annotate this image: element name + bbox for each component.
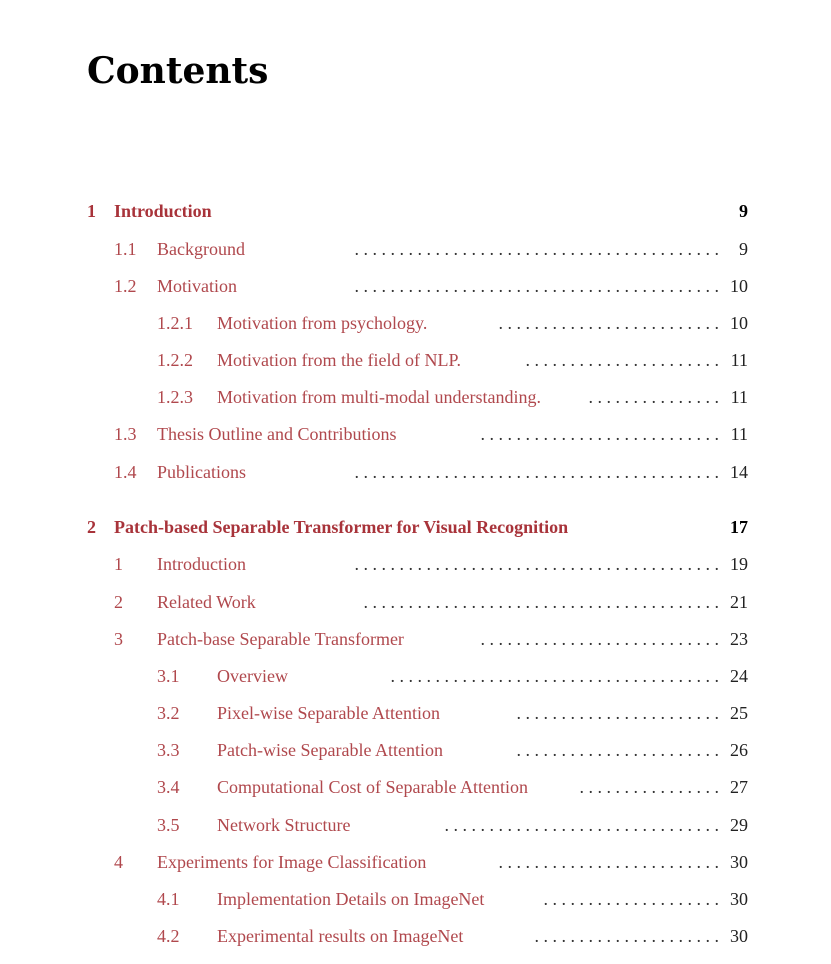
toc-page-number: 30 (730, 852, 748, 872)
dot-leader: . . . . . . . . . . . . . . . . . . . . . . . . . . . (480, 629, 719, 649)
toc-section-entry[interactable] (0, 850, 831, 874)
toc-subsection-entry[interactable] (0, 348, 831, 372)
toc-page-number: 10 (730, 276, 748, 296)
toc-page-number: 21 (730, 592, 748, 612)
toc-entry-number: 3.1 (157, 666, 180, 686)
dot-leader: . . . . . . . . . . . . . . . . . . . . . . . . . (498, 313, 719, 333)
toc-section-entry[interactable] (0, 237, 831, 261)
toc-subsection-entry[interactable] (0, 813, 831, 837)
toc-entry-title[interactable]: Thesis Outline and Contributions (157, 424, 397, 444)
dot-leader: . . . . . . . . . . . . . . . . . . . . . . . . . . . (480, 424, 719, 444)
toc-page-number: 25 (730, 703, 748, 723)
toc-page-number: 19 (730, 554, 748, 574)
toc-entry-title[interactable]: Motivation from multi-modal understanding. (217, 387, 541, 407)
dot-leader: . . . . . . . . . . . . . . . . . . . . . . . . . . . . . . . . . . . . . . . . . (354, 239, 719, 259)
toc-subsection-entry[interactable] (0, 385, 831, 409)
toc-entry-number: 3 (114, 629, 123, 649)
toc-entry-title[interactable]: Overview (217, 666, 288, 686)
toc-section-entry[interactable] (0, 552, 831, 576)
toc-entry-number: 3.3 (157, 740, 180, 760)
toc-entry-title[interactable]: Motivation from the field of NLP. (217, 350, 461, 370)
dot-leader: . . . . . . . . . . . . . . . . . . . . . . . . . . . . . . . . . . . . . . . . (363, 592, 719, 612)
toc-page-number: 24 (730, 666, 748, 686)
toc-subsection-entry[interactable] (0, 664, 831, 688)
toc-page-number: 11 (730, 387, 748, 407)
toc-section-entry[interactable] (0, 274, 831, 298)
toc-entry-title[interactable]: Introduction (157, 554, 246, 574)
dot-leader: . . . . . . . . . . . . . . . . . . . . (543, 889, 719, 909)
toc-page-number: 9 (739, 201, 748, 221)
toc-entry-number: 4.1 (157, 889, 180, 909)
toc-entry-number: 1 (114, 554, 123, 574)
toc-entry-number: 1 (87, 201, 96, 221)
toc-entry-title[interactable]: Patch-based Separable Transformer for Visual Recognition (114, 517, 569, 537)
dot-leader: . . . . . . . . . . . . . . . . . . . . . . (525, 350, 719, 370)
toc-subsection-entry[interactable] (0, 738, 831, 762)
toc-section-entry[interactable] (0, 627, 831, 651)
toc-page-number: 17 (730, 517, 748, 537)
toc-entry-number: 1.4 (114, 462, 137, 482)
toc-subsection-entry[interactable] (0, 775, 831, 799)
toc-entry-title[interactable]: Motivation (157, 276, 237, 296)
toc-chapter-entry[interactable] (0, 515, 831, 539)
toc-entry-number: 1.2 (114, 276, 137, 296)
toc-section-entry[interactable] (0, 590, 831, 614)
toc-subsection-entry[interactable] (0, 887, 831, 911)
toc-page-number: 27 (730, 777, 748, 797)
toc-entry-number: 3.5 (157, 815, 180, 835)
toc-page-number: 30 (730, 926, 748, 946)
toc-subsection-entry[interactable] (0, 701, 831, 725)
toc-entry-number: 2 (87, 517, 96, 537)
toc-entry-title[interactable]: Patch-wise Separable Attention (217, 740, 443, 760)
toc-entry-number: 2 (114, 592, 123, 612)
dot-leader: . . . . . . . . . . . . . . . . . . . . . . . . . (498, 852, 719, 872)
dot-leader: . . . . . . . . . . . . . . . . . . . . . . . . . . . . . . . (444, 815, 719, 835)
page-title: Contents (87, 50, 269, 92)
toc-entry-number: 1.1 (114, 239, 137, 259)
dot-leader: . . . . . . . . . . . . . . . . . . . . . . . . . . . . . . . . . . . . . (390, 666, 719, 686)
toc-page-number: 10 (730, 313, 748, 333)
toc-entry-title[interactable]: Computational Cost of Separable Attention (217, 777, 528, 797)
toc-entry-number: 1.2.2 (157, 350, 193, 370)
toc-entry-title[interactable]: Publications (157, 462, 246, 482)
toc-section-entry[interactable] (0, 460, 831, 484)
toc-entry-title[interactable]: Pixel-wise Separable Attention (217, 703, 440, 723)
toc-entry-title[interactable]: Related Work (157, 592, 256, 612)
toc-page-number: 9 (739, 239, 748, 259)
dot-leader: . . . . . . . . . . . . . . . (588, 387, 719, 407)
toc-entry-number: 4 (114, 852, 123, 872)
toc-subsection-entry[interactable] (0, 311, 831, 335)
toc-entry-title[interactable]: Experimental results on ImageNet (217, 926, 464, 946)
toc-section-entry[interactable] (0, 422, 831, 446)
toc-entry-number: 3.2 (157, 703, 180, 723)
toc-subsection-entry[interactable] (0, 924, 831, 948)
toc-entry-title[interactable]: Experiments for Image Classification (157, 852, 427, 872)
toc-page-number: 29 (730, 815, 748, 835)
dot-leader: . . . . . . . . . . . . . . . . . . . . . . . . . . . . . . . . . . . . . . . . . (354, 276, 719, 296)
dot-leader: . . . . . . . . . . . . . . . . (579, 777, 719, 797)
toc-page-number: 30 (730, 889, 748, 909)
toc-entry-number: 3.4 (157, 777, 180, 797)
toc-entry-title[interactable]: Introduction (114, 201, 212, 221)
toc-page-number: 23 (730, 629, 748, 649)
toc-page-number: 26 (730, 740, 748, 760)
dot-leader: . . . . . . . . . . . . . . . . . . . . . . . (516, 740, 719, 760)
toc-entry-number: 1.2.3 (157, 387, 193, 407)
toc-page-number: 11 (730, 424, 748, 444)
dot-leader: . . . . . . . . . . . . . . . . . . . . . . . . . . . . . . . . . . . . . . . . . (354, 462, 719, 482)
dot-leader: . . . . . . . . . . . . . . . . . . . . . . . . . . . . . . . . . . . . . . . . . (354, 554, 719, 574)
toc-entry-number: 4.2 (157, 926, 180, 946)
toc-entry-title[interactable]: Implementation Details on ImageNet (217, 889, 485, 909)
toc-entry-title[interactable]: Background (157, 239, 245, 259)
toc-entry-number: 1.2.1 (157, 313, 193, 333)
toc-entry-title[interactable]: Patch-base Separable Transformer (157, 629, 404, 649)
toc-entry-title[interactable]: Motivation from psychology. (217, 313, 428, 333)
toc-entry-title[interactable]: Network Structure (217, 815, 351, 835)
dot-leader: . . . . . . . . . . . . . . . . . . . . . . . (516, 703, 719, 723)
dot-leader: . . . . . . . . . . . . . . . . . . . . . (534, 926, 719, 946)
toc-entry-number: 1.3 (114, 424, 137, 444)
toc-page-number: 11 (730, 350, 748, 370)
toc-page-number: 14 (730, 462, 748, 482)
toc-chapter-entry[interactable] (0, 199, 831, 223)
